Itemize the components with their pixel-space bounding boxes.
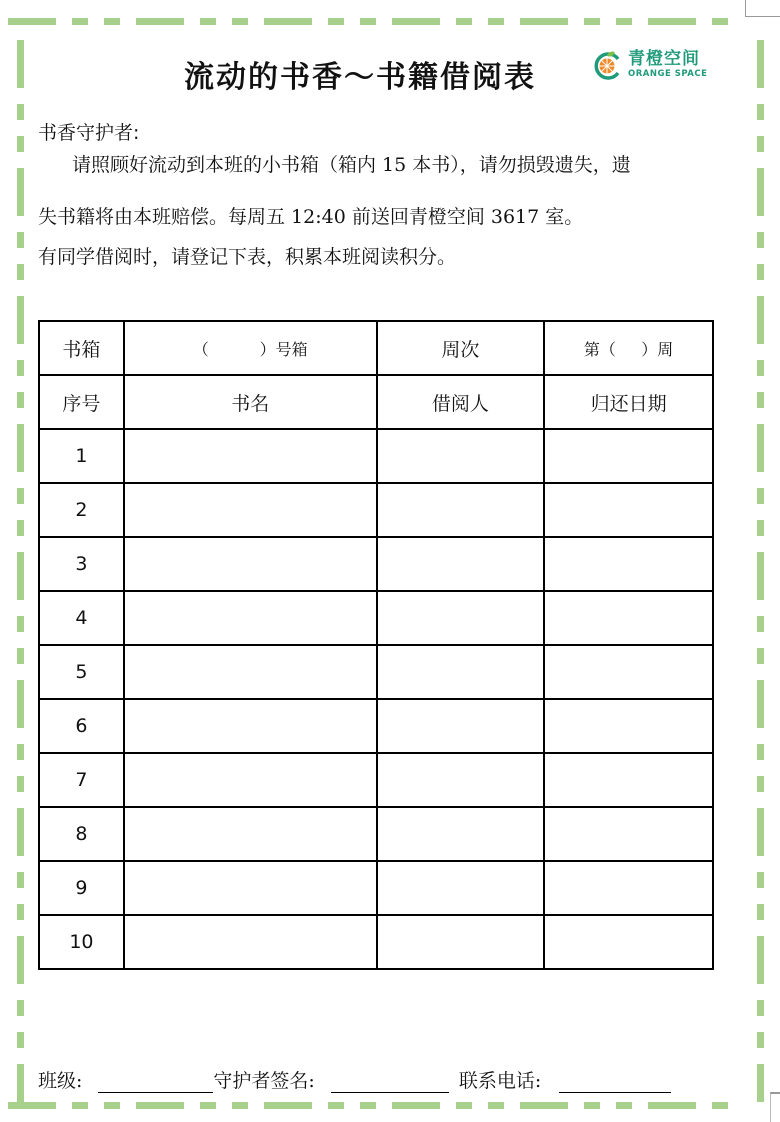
row-number: 6 xyxy=(39,699,124,753)
return-date-cell[interactable] xyxy=(544,429,713,483)
return-date-cell[interactable] xyxy=(544,753,713,807)
book-title-cell[interactable] xyxy=(124,753,377,807)
book-title-cell[interactable] xyxy=(124,699,377,753)
table-row xyxy=(39,591,713,645)
logo-text-cn: 青橙空间 xyxy=(628,49,700,70)
column-header-title: 书名 xyxy=(124,375,377,429)
return-date-cell[interactable] xyxy=(544,645,713,699)
book-title-cell[interactable] xyxy=(124,591,377,645)
table-row xyxy=(39,915,713,969)
table-row xyxy=(39,645,713,699)
return-date-cell[interactable] xyxy=(544,537,713,591)
signature-input-line[interactable] xyxy=(331,1074,449,1093)
intro-line-1: 请照顾好流动到本班的小书箱（箱内 15 本书），请勿损毁遗失，遗 xyxy=(72,154,631,176)
borrower-cell[interactable] xyxy=(377,861,545,915)
table-header-row xyxy=(39,375,713,429)
row-number: 3 xyxy=(39,537,124,591)
row-number: 4 xyxy=(39,591,124,645)
box-label: 书箱 xyxy=(39,321,124,375)
box-number-field[interactable]: （ ）号箱 xyxy=(124,321,377,375)
borrower-cell[interactable] xyxy=(377,915,545,969)
class-label: 班级: xyxy=(38,1070,83,1092)
book-title-cell[interactable] xyxy=(124,861,377,915)
return-date-cell[interactable] xyxy=(544,915,713,969)
intro-line-3: 有同学借阅时，请登记下表，积累本班阅读积分。 xyxy=(38,246,457,268)
return-date-cell[interactable] xyxy=(544,861,713,915)
table-row xyxy=(39,483,713,537)
return-date-cell[interactable] xyxy=(544,699,713,753)
row-number: 10 xyxy=(39,915,124,969)
table-row xyxy=(39,807,713,861)
borrower-cell[interactable] xyxy=(377,537,545,591)
borrower-cell[interactable] xyxy=(377,483,545,537)
book-title-cell[interactable] xyxy=(124,429,377,483)
table-box-row xyxy=(39,321,713,375)
row-number: 8 xyxy=(39,807,124,861)
book-title-cell[interactable] xyxy=(124,483,377,537)
intro-heading: 书香守护者: xyxy=(38,122,140,144)
page-corner-mark xyxy=(745,0,780,17)
borrowing-table xyxy=(38,320,714,970)
row-number: 7 xyxy=(39,753,124,807)
borrower-cell[interactable] xyxy=(377,645,545,699)
column-header-borrower: 借阅人 xyxy=(377,375,545,429)
borrower-cell[interactable] xyxy=(377,591,545,645)
return-date-cell[interactable] xyxy=(544,807,713,861)
week-number-field[interactable]: 第（ ）周 xyxy=(544,321,713,375)
orange-icon xyxy=(592,50,622,80)
return-date-cell[interactable] xyxy=(544,483,713,537)
borrower-cell[interactable] xyxy=(377,699,545,753)
intro-line-2: 失书籍将由本班赔偿。每周五 12:40 前送回青橙空间 3617 室。 xyxy=(38,206,584,228)
book-title-cell[interactable] xyxy=(124,645,377,699)
orange-space-logo xyxy=(592,47,737,83)
logo-text-en: ORANGE SPACE xyxy=(628,69,708,80)
class-input-line[interactable] xyxy=(98,1074,213,1093)
table-row xyxy=(39,753,713,807)
footer-signature-line xyxy=(38,1066,671,1093)
book-title-cell[interactable] xyxy=(124,537,377,591)
dashed-border-bottom xyxy=(8,1102,743,1109)
table-row xyxy=(39,699,713,753)
phone-input-line[interactable] xyxy=(559,1074,671,1093)
dashed-border-right xyxy=(757,40,764,1102)
row-number: 2 xyxy=(39,483,124,537)
row-number: 9 xyxy=(39,861,124,915)
week-label: 周次 xyxy=(377,321,545,375)
page-title: 流动的书香～书籍借阅表 xyxy=(184,60,536,95)
signature-label: 守护者签名: xyxy=(213,1070,315,1092)
borrower-cell[interactable] xyxy=(377,807,545,861)
phone-label: 联系电话: xyxy=(458,1070,542,1092)
dashed-border-top xyxy=(8,18,743,25)
table-row xyxy=(39,537,713,591)
row-number: 5 xyxy=(39,645,124,699)
return-date-cell[interactable] xyxy=(544,591,713,645)
column-header-return-date: 归还日期 xyxy=(544,375,713,429)
borrower-cell[interactable] xyxy=(377,429,545,483)
book-title-cell[interactable] xyxy=(124,915,377,969)
table-row xyxy=(39,861,713,915)
column-header-no: 序号 xyxy=(39,375,124,429)
book-title-cell[interactable] xyxy=(124,807,377,861)
page-corner-mark xyxy=(770,1092,780,1122)
dashed-border-left xyxy=(17,40,24,1102)
table-row xyxy=(39,429,713,483)
row-number: 1 xyxy=(39,429,124,483)
borrower-cell[interactable] xyxy=(377,753,545,807)
